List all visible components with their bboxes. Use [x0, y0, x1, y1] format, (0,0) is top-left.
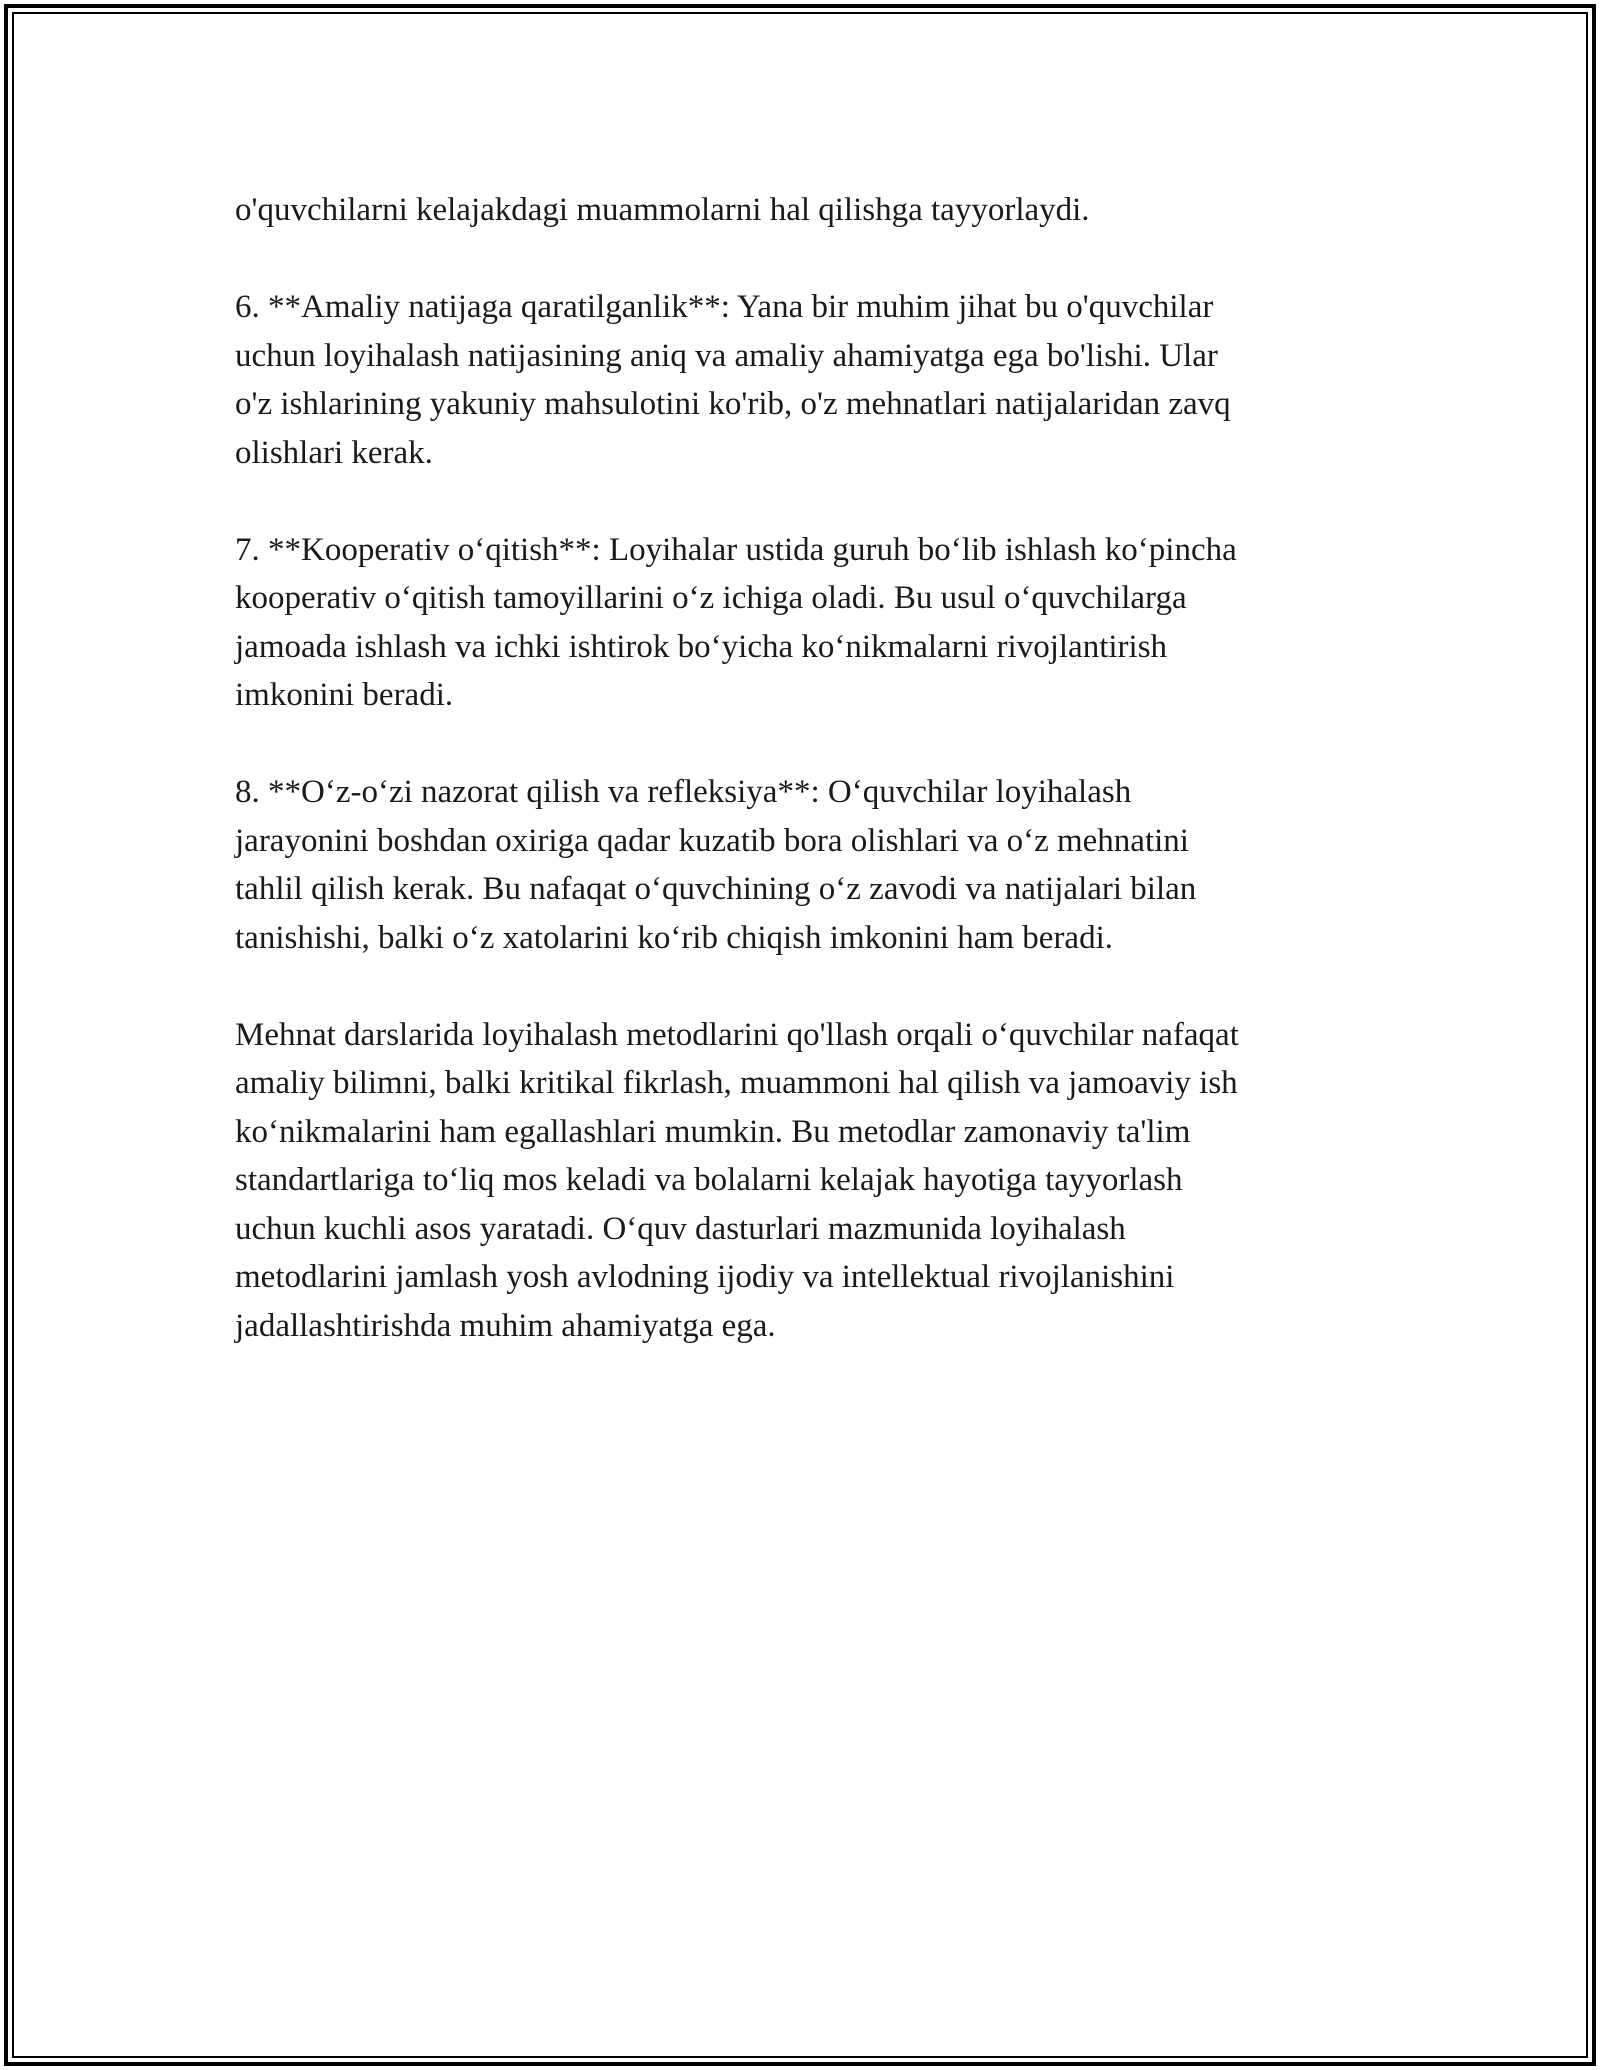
- text-line: olishlari kerak.: [235, 434, 433, 471]
- text-line: o'z ishlarining yakuniy mahsulotini ko'rib, o'z mehnatlari natijalaridan zavq: [235, 386, 1231, 422]
- text-line: 8. **O‘z-o‘zi nazorat qilish va refleksiya**: O‘quvchilar loyihalash: [235, 774, 1132, 810]
- text-line: uchun kuchli asos yaratadi. O‘quv dasturlari mazmunida loyihalash: [235, 1210, 1126, 1247]
- text-line: jarayonini boshdan oxiriga qadar kuzatib bora olishlari va o‘z mehnatini: [235, 822, 1189, 859]
- text-line: amaliy bilimni, balki kritikal fikrlash, muammoni hal qilish va jamoaviy ish: [235, 1065, 1238, 1101]
- paragraph-conclusion: [235, 1011, 1375, 1351]
- text-line: uchun loyihalash natijasining aniq va amaliy ahamiyatga ega bo'lishi. Ular: [235, 337, 1218, 374]
- document-body: [235, 186, 1375, 1399]
- text-line: metodlarini jamlash yosh avlodning ijodiy va intellektual rivojlanishini: [235, 1259, 1175, 1295]
- text-line: ko‘nikmalarini ham egallashlari mumkin. Bu metodlar zamonaviy ta'lim: [235, 1113, 1191, 1150]
- paragraph-item-8: [235, 768, 1375, 962]
- text-line: 6. **Amaliy natijaga qaratilganlik**: Yana bir muhim jihat bu o'quvchilar: [235, 289, 1214, 325]
- text-line: Mehnat darslarida loyihalash metodlarini qo'llash orqali o‘quvchilar nafaqat: [235, 1016, 1239, 1053]
- text-line: 7. **Kooperativ o‘qitish**: Loyihalar ustida guruh bo‘lib ishlash ko‘pincha: [235, 531, 1237, 568]
- text-line: o'quvchilarni kelajakdagi muammolarni hal qilishga tayyorlaydi.: [235, 192, 1090, 228]
- text-line: jadallashtirishda muhim ahamiyatga ega.: [235, 1307, 776, 1344]
- text-line: standartlariga to‘liq mos keladi va bolalarni kelajak hayotiga tayyorlash: [235, 1162, 1183, 1198]
- text-line: imkonini beradi.: [235, 677, 454, 713]
- text-line: kooperativ o‘qitish tamoyillarini o‘z ichiga oladi. Bu usul o‘quvchilarga: [235, 580, 1187, 616]
- text-line: tanishishi, balki o‘z xatolarini ko‘rib chiqish imkonini ham beradi.: [235, 919, 1113, 956]
- text-line: tahlil qilish kerak. Bu nafaqat o‘quvchining o‘z zavodi va natijalari bilan: [235, 871, 1197, 907]
- text-line: jamoada ishlash va ichki ishtirok bo‘yicha ko‘nikmalarni rivojlantirish: [235, 628, 1168, 665]
- paragraph-continuation: [235, 186, 1375, 235]
- paragraph-item-7: [235, 526, 1375, 720]
- paragraph-item-6: [235, 283, 1375, 477]
